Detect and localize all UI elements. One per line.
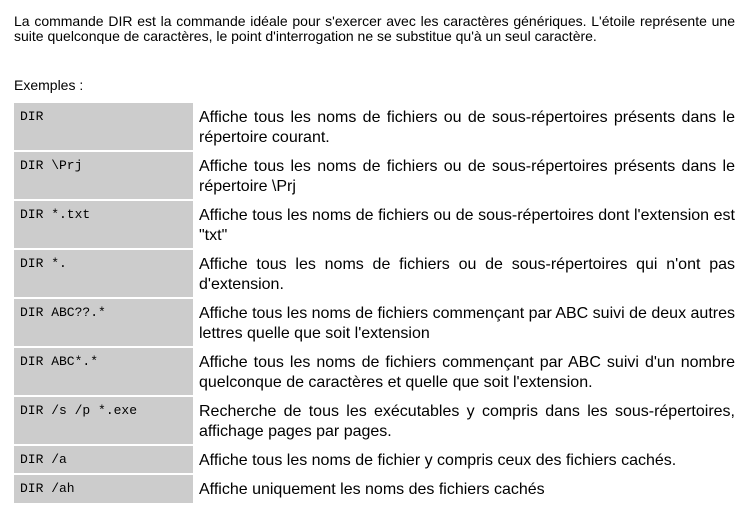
intro-paragraph: La commande DIR est la commande idéale pour s'exercer avec les caractères génériques. L'étoile représente une suite quelconque de caractères, le point d'interrogation ne se substitue qu'à un seul caractère. [14,13,735,44]
table-row [14,475,736,505]
description-cell: Affiche tous les noms de fichiers commençant par ABC suivi de deux autres lettres quelle que soit l'extension [193,299,736,348]
description-cell: Recherche de tous les exécutables y compris dans les sous-répertoires, affichage pages par pages. [193,397,736,446]
command-cell: DIR *. [14,250,193,299]
description-cell: Affiche tous les noms de fichiers ou de sous-répertoires dont l'extension est "txt" [193,201,736,250]
table-row [14,103,736,152]
table-row [14,299,736,348]
description-cell: Affiche tous les noms de fichiers ou de sous-répertoires qui n'ont pas d'extension. [193,250,736,299]
command-cell: DIR /a [14,446,193,475]
table-row [14,201,736,250]
command-cell: DIR ABC*.* [14,348,193,397]
dir-examples-table [14,103,736,505]
description-cell: Affiche uniquement les noms des fichiers cachés [193,475,736,505]
command-cell: DIR [14,103,193,152]
command-cell: DIR ABC??.* [14,299,193,348]
table-row [14,348,736,397]
command-cell: DIR *.txt [14,201,193,250]
command-cell: DIR /ah [14,475,193,505]
table-row [14,152,736,201]
command-cell: DIR \Prj [14,152,193,201]
description-cell: Affiche tous les noms de fichiers ou de sous-répertoires présents dans le répertoire courant. [193,103,736,152]
examples-label: Exemples : [14,77,84,93]
description-cell: Affiche tous les noms de fichier y compris ceux des fichiers cachés. [193,446,736,475]
table-row [14,397,736,446]
table-row [14,250,736,299]
command-cell: DIR /s /p *.exe [14,397,193,446]
description-cell: Affiche tous les noms de fichiers commençant par ABC suivi d'un nombre quelconque de caractères et quelle que soit l'extension. [193,348,736,397]
table-row [14,446,736,475]
description-cell: Affiche tous les noms de fichiers ou de sous-répertoires présents dans le répertoire \Prj [193,152,736,201]
